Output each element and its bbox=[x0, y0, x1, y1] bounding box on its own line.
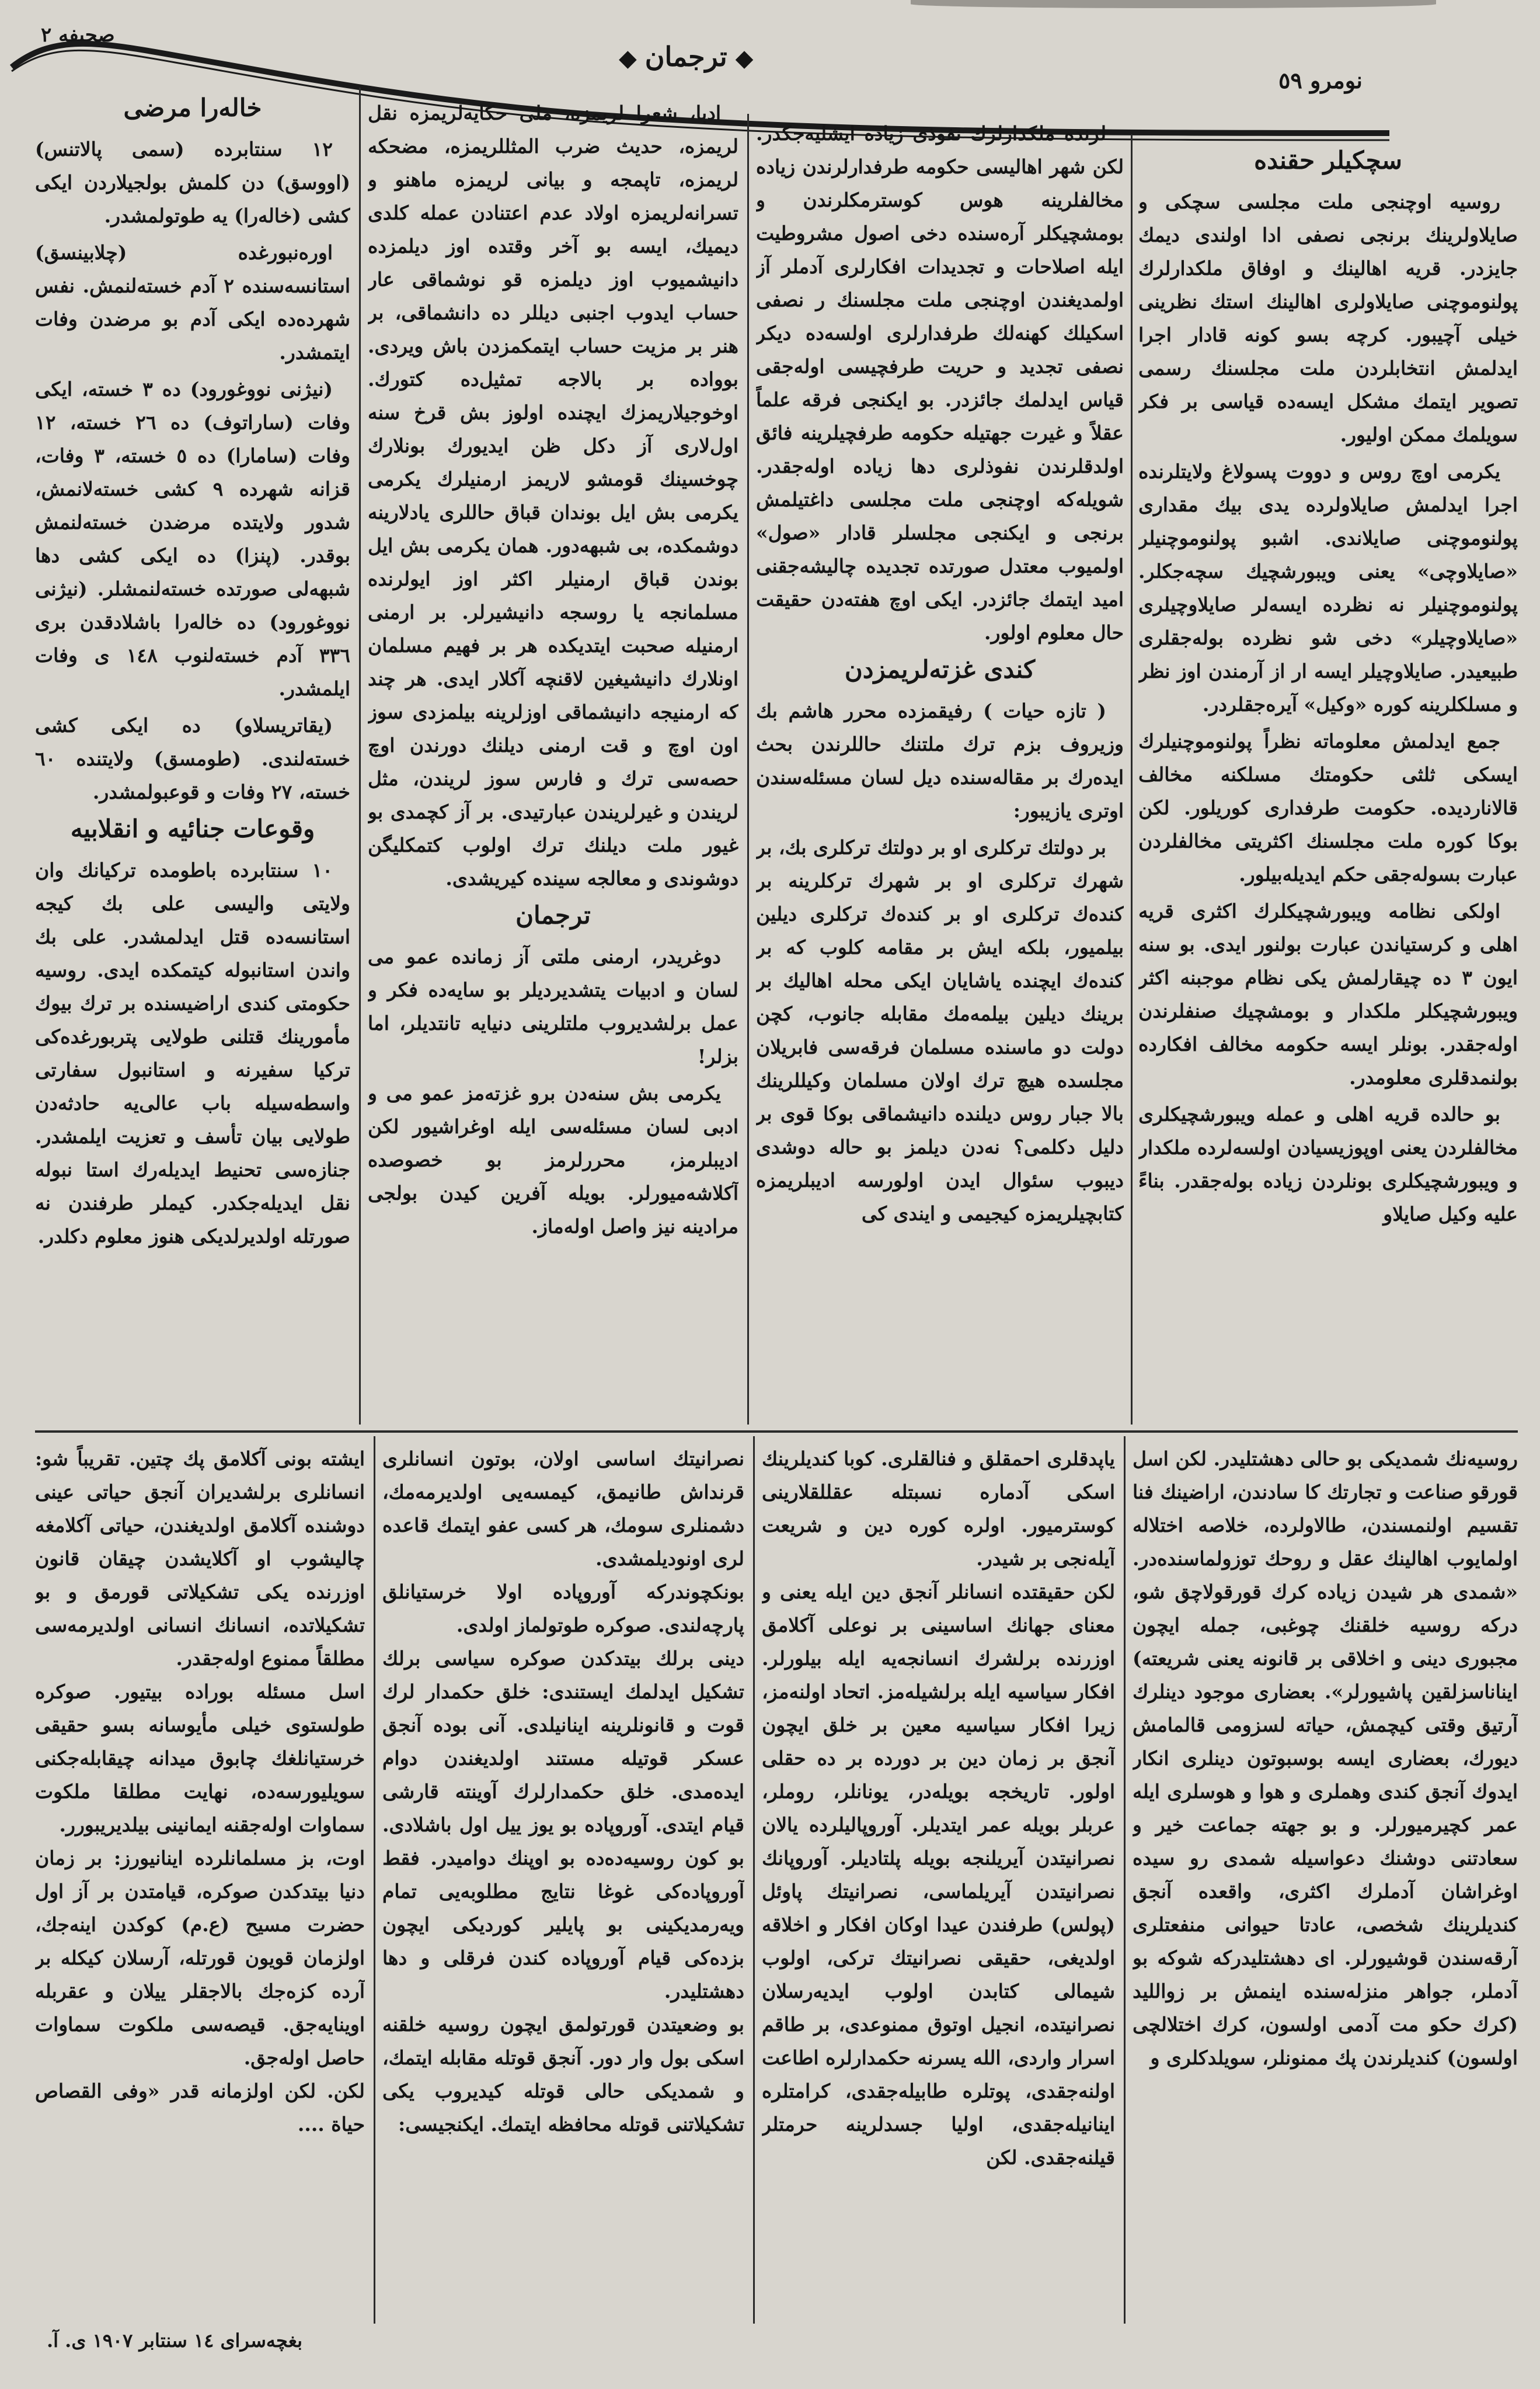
article-title: وقوعات جنائیه و انقلابیه bbox=[70, 814, 315, 843]
column-divider bbox=[1131, 134, 1133, 1425]
bottom-column-3 bbox=[382, 1442, 744, 2324]
article-sechkiler bbox=[1138, 140, 1518, 1425]
column-divider bbox=[359, 88, 361, 1425]
paragraph: روسیه اوچنجی ملت مجلسی سچکی و صایلاولرینك برنجی نصفی ادا اولندی دیمك جایزدر. قریه اهالینك و اوفاق ملكدارلرك پولنوموچنی صایلاولری اهالینك استك نظرینی خیلی آچیبور. کرچه بسو کونه قادار اجرا ایدلمش انتخابلردن ملت مجلسنك رسمی تصویر ایتمك مشکل ایسه‌ده قیاسی بر فکر سویلمك ممکن اولیور. bbox=[1138, 190, 1518, 446]
paragraph: یکرمی اوچ روس و دووت پسولاغ ولایتلرنده اجرا ایدلمش صایلاولرده یدی بیك مقداری پولنوموچنی صایلاندی. اشبو پولنوموچنیلر «صایلاوچی» یعنی ویبورشچیك سچه‌جکلر. پولنوموچنیلر نه نظرده ایسه‌لر صایلاوچیلری «صایلاوچیلر» دخی شو نظرده بوله‌جقلری طبیعیدر. صایلاوچیلر ایسه ار از آرمندن اوز نظر و مسلکلرینه کوره «وکیل» آیره‌جقلردر. bbox=[1138, 460, 1518, 716]
article-title: خاله‌را مرضی bbox=[123, 93, 262, 122]
paragraph: اوره‌نبورغده (چلابینسق) استانسه‌سنده ٢ آدم خسته‌لنمش. نفس شهرده‌ده ایکی آدم بو مرضدن وفات ایتمشدر. bbox=[35, 241, 350, 364]
paragraph: بر دولتك ترکلری او بر دولتك ترکلری بك، بر شهرك ترکلری او بر شهرك ترکلرینه بر کنده‌ك ترکلری او بر کنده‌ك ترکلری دیلین بیلمیور، بلکه ایش بر مقامه کلوب که بر کنده‌ك ایچنده یاشایان ایکی محله اهالیك بر برینك دیلین بیلمه‌مك مقابله جانوب، کچن دولت دو ماسنده مسلمان فرقه‌سی فابریلان مجلسده هیچ ترك اولان مسلمان وکیللرینك بالا جبار روس دیلنده دانیشماقی بوکا قوی بر دلیل دکلمی؟ نه‌دن دیلمز بو حاله دوشدی دیبوب سئوال ایدن اولورسه ادیبلریمزه کتابچیلریمزه کیجیمی و ایندی کی bbox=[756, 836, 1124, 1225]
dateline: بغچه‌سرای ١٤ سنتابر ١٩٠٧ ی. آ. bbox=[47, 2329, 303, 2352]
section-divider bbox=[35, 1430, 1518, 1433]
paragraph: جمع ایدلمش معلوماته نظراً پولنوموچنیلرك ایسکی ثلثی حکومتك مسلکنه مخالف قالاناردیده. حکومت طرفداری کوریلور. لکن بوکا کوره ملت مجلسنك اکثریتی مخالفلردن عبارت بسوله‌جقی حکم ایدیله‌بیلور. bbox=[1138, 730, 1518, 886]
column-divider bbox=[747, 114, 749, 1425]
article-continued bbox=[756, 117, 1124, 1425]
bottom-column-2 bbox=[762, 1442, 1115, 2324]
paragraph: اولکی نظامه ویبورشچیکلرك اکثری قریه اهلی و کرستیاندن عبارت بولنور ایدی. بو سنه ایون ٣ ده چیقارلمش یکی نظام موجبنه اکثر ویبورشچیکلر ملكدار و بومشچیك صنفلرندن اوله‌جقدر. بونلر ایسه حکومه مخالف افکارده بولنمدقلری معلومدر. bbox=[1138, 900, 1518, 1089]
paragraph: (یقاتریسلاو) ده ایکی کشی خسته‌لندی. (طومسق) ولایتنده ٦٠ خسته، ٢٧ وفات و قوعبولمشدر. bbox=[35, 714, 350, 803]
paragraph: نصرانیتك اساسی اولان، بوتون انسانلری قرنداش طانیمق، کیمسەیی اولدیرمه‌مك، دشمنلری سومك، هر کسی عفو ایتمك قاعده لری اونودیلمشدی. بونکچوندرکه آوروپاده اولا خرستیانلق پارچه‌لندی. صوکره طوتولماز اولدی. دینی برلك بیتدکدن صوکره سیاسی برلك تشکیل ایدلمك ایستندی: خلق حکمدار لرك قوت و قانونلرینه اینانیلدی. آنی بوده آنجق عسکر قوتیله مستند اولدیغندن دوام ایدەمدی. خلق حکمدارلرك آوینته قارشی قیام ایتدی. آوروپاده بو یوز ییل اول باشلادی. بو کون روسیەده‌ده بو اوپنك دوامیدر. فقط آوروپاده‌کی غوغا نتایج مطلوبه‌یی تمام ویەرمدیکینی بو پایلیر کوردیکی ایچون بزده‌کی قیام آوروپاده کندن فرقلی و دها دهشتلیدر. بو وضعیتدن قورتولمق ایچون روسیه خلقنه اسکی بول وار دور. آنجق قوتله مقابله ایتمك، و شمدیکی حالی قوتله کیدیروب یکی تشکیلاتنی قوتله محافظه ایتمك. ایکنجیسی: bbox=[382, 1447, 744, 2136]
article-title: سچکیلر حقنده bbox=[1254, 146, 1402, 175]
paragraph: ( تازه حیات ) رفیقمزده محرر هاشم بك وزیروف بزم ترك ملتنك حاللرندن بحث ایده‌رك بر مقاله‌سنده دیل لسان مسئله‌سندن اوتری یازیبور: bbox=[756, 699, 1124, 822]
page-number: صحیفه ٢ bbox=[41, 23, 115, 47]
paragraph: ١٠ سنتابرده باطومده ترکیانك وان ولایتی والیسی علی بك کیجه استانسه‌ده قتل ایدلمشدر. علی بك واندن استانبوله کیتمکده ایدی. روسیه حکومتی کندی اراضیسنده بر ترك بیوك مأمورینك قتلنی طولایی پتربورغده‌کی ترکیا سفیرنه و استانبول سفارتی واسطه‌سیله باب عالی‌یه حادثه‌دن طولایی بیان تأسف و تعزیت ایلمشدر. جنازه‌سی تحنیط ایدیله‌رك استا نبوله نقل ایدیله‌جکدر. کیملر طرفندن نه صورتله اولدیرلدیکی هنوز معلوم دکلدر. bbox=[35, 859, 350, 1248]
paragraph: بو حالده قریه اهلی و عمله ویبورشچیکلری مخالفلردن یعنی اوپوزیسیادن اولسه‌لرده ملكدار و ویبورشچیکلری بونلردن زیاده بوله‌جقدر. بناءً علیه وکیل صایلاو bbox=[1138, 1103, 1518, 1225]
article-cholera bbox=[35, 88, 350, 1425]
paragraph: یاپدقلری احمقلق و فنالقلری. کوبا کندیلرینك اسکی آدمارە نسبتله عقللقلارینی کوسترمیور. اولره کوره دین و شریعت آیله‌نجی بر شیدر. لکن حقیقتده انسانلر آنجق دین ایله یعنی و معنای جهانك اساسینی بر نوعلی آکلامق اوزرنده برلشرك انسانجه‌یه ایله بیلورلر. افکار سیاسیه ایله برلشیله‌مز. اتحاد اولنه‌مز، زیرا افکار سیاسیه معین بر خلق ایچون آنجق بر زمان دین بر دورده بر ده حقلی اولور. تاریخجه بویله‌در، یونانلر، روملر، عربلر بویله عمر ایتدیلر. آوروپالیلرده یالان نصرانیتدن آیریلنجه بویله پلتادیلر. آوروپانك نصرانیتدن آیریلماسی، نصرانیتك پاوئل (پولس) طرفندن عیدا اوکان افکار و اخلاقه اولدیغی، حقیقی نصرانیتك ترکی، اولوب شیمالی کتابدن اولوب ایدیه‌رسلان نصرانیتده، انجیل اوتوق ممنوعدی، بر طاقم اسرار واردی، الله یسرنه حکمدارلره اطاعت اولنه‌جقدی، پوتلره طابیله‌جقدی، کرامتلره اینانیله‌جقدی، اولیا جسدلرینه حرمتلر قیلنه‌جقدی. لکن bbox=[762, 1447, 1115, 2169]
paragraph: ١٢ سنتابرده (سمی پالاتنس) (اووسق) دن کلمش بولجیلاردن ایکی کشی (خاله‌را) یه طوتولمشدر. bbox=[35, 138, 350, 227]
column-divider bbox=[1124, 1436, 1126, 2324]
paragraph: ایشته بونی آکلامق پك چتین. تقریباً شو: انسانلری برلشدیران آنجق حیاتی عینی دوشنده آکلامق اولدیغندن، حیاتی آکلامغه چالیشوب او آکلایشدن چیقان قانون اوزرنده یکی تشکیلاتی قورمق و بو تشکیلاتده، انسانك انسانی اولدیرمه‌سی مطلقاً ممنوع اوله‌جقدر. اسل مسئله بوراده بیتیور. صوکره طولستوی خیلی مأیوسانه بسو حقیقی خرستیانلغك چابوق میدانه چیقابله‌جکنی سویلیورسه‌ده، نهایت مطلقا ملکوت سماوات اوله‌جقنه ایمانینی بیلدیریبورر. اوت، بز مسلمانلرده اینانیورز: بر زمان دنیا بیتدکدن صوکره، قیامتدن بر آز اول حضرت مسیح (ع.م) کوکدن اینه‌جك، اولزمان قویون قورتله، آرسلان کیکله بر آرده کزه‌جك بالاجقلر ییلان و عقربله اوینایه‌جق. قیصه‌سی ملکوت سماوات حاصل اوله‌جق. لکن. لکن اولزمانه قدر «وفی القصاص حیاة .... bbox=[35, 1447, 365, 2136]
article-language bbox=[368, 96, 738, 1425]
paragraph: دوغریدر، ارمنی ملتی آز زمانده عمو می لسان و ادبیات یتشدیردیلر بو سایه‌ده فکر و عمل برلشدیروب ملتلرینی دنیایه تانتدیلر، اما بزلر! bbox=[368, 945, 738, 1068]
paragraph: ادبا، شعرا لریمزه، ملی حکایه‌لریمزه نقل لریمزه، حدیث ضرب المثللریمزه، مضحکه لریمزه، تاپمجه و بیانی لریمزه ماهنو و تسرانه‌لریمزه اولاد عدم اعتنادن عمله کلدی دیمیك، ایسه بو آخر وقتده اوز دیلمزده دانیشمیوب اوز دیلمزه قو نوشماقی عار حساب ایدوب اجنبی دیللر ده دانشماقی، بر هنر بر مزیت حساب ایتمکمزدن باش ویردی. بوواده بر بالاجه تمثیل‌ده کتورك. اوخوجیلاریمزك ایچنده اولوز بش قرخ سنه اول‌لاری آز دکل ظن ایدیورك بونلارك چوخسینك قومشو لاریمز ارمنیلرك یکرمی یکرمی بش ایل بوندان قباق حاللری یادلارینه دوشمکده، بی شبهه‌دور. همان یکرمی بش ایل بوندن قباق ارمنیلر اکثر اوز ایولرنده مسلمانجه یا روسجه دانیشیرلر. بر ارمنی ارمنیله صحبت ایتدیکده هر بر فهیم مسلمان اونلارك دانیشیغین لاقنچه آکلار ایدی. هر چند که ارمنیجه دانیشماقی اوزلرینه بیلمزدی سوز اون اوچ و قت ارمنی دیلنك دورندن اوچ حصه‌سی ترك و فارس سوز لریندن، مثل لریندن و غیرلریندن عبارتیدی. بر آز کچمدی بو غیور ملت دیلنك ترك اولوب کتمکلیگن دوشوندی و معالجه سینده کیریشدی. bbox=[368, 102, 738, 890]
column-divider bbox=[753, 1436, 755, 2324]
issue-number: نومرو ٥٩ bbox=[1278, 67, 1363, 93]
ornament-icon: ◆ bbox=[619, 44, 645, 72]
bottom-column-4 bbox=[35, 1442, 365, 2324]
masthead-title: ترجمان bbox=[644, 41, 727, 72]
article-title: کندی غزته‌لریمزدن bbox=[844, 655, 1036, 684]
column-divider bbox=[374, 1436, 375, 2324]
paragraph: (نیژنی نووغورود) ده ٣ خسته، ایکی وفات (ساراتوف) ده ٢٦ خسته، ١٢ وفات (سامارا) ده ٥ خسته، ٣ وفات، قزانه شهرده ٩ کشی خسته‌لانمش، شدور ولایتده مرضدن خسته‌لنمش بوقدر. (پنزا) ده ایکی کشی دها شبهه‌لی صورتده خسته‌لنمشلر. (نیژنی نووغورود) ده خاله‌را باشلادقدن بری ٣٣٦ آدم خسته‌لنوب ١٤٨ ی وفات ایلمشدر. bbox=[35, 378, 350, 700]
paragraph: روسیه‌نك شمدیکی بو حالی دهشتلیدر. لکن اسل قورقو صناعت و تجارتك کا سادندن، اراضینك فنا تقسیم اولنمسندن، طالاولرده، خلاصه اختلاله اولمایوب اهالینك عقل و روحك توزولماسندەدر. «شمدی هر شیدن زیاده کرك قورقولاچق شو، درکه روسیه خلقنك چوغبی، جمله ایچون مجبوری دینی و اخلاقی بر قانونه یعنی شریعته) ایناناسزلقین پاشیورلر». بعضاری موجود دینلرك آرتیق وقتی کیچمش، حیاته لسزومی قالمامش دیورك، بعضاری ایسه بوسبوتون دینلری انکار ایدوك آنجق کندی وهملری و هوا و هوسلری ایله عمر کچیرمیورلر. و بو جهته جماعت خیر و سعادتنی دوشنك دعواسیله شمدی رو سیده اوغراشان آدملرك اکثری، واقعده آنجق کندیلرینك شخصی، عادتا حیوانی منفعتلری آرقه‌سندن قوشیورلر. ای دهشتلیدرکه شوکه بو آدملر، جواهر منزله‌سنده اینمش بر زواللید (کرك حکو مت آدمی اولسون، کرك اختلالچی اولسون) کندیلرندن پك ممنونلر، سویلدکلری و bbox=[1133, 1447, 1518, 2069]
paragraph: لرنده ملكدارلرك نفوذی زیاده ایشلیه‌جکدر. لکن شهر اهالیسی حکومه طرفدارلرندن زیاده مخالفلرینه هوس کوسترمکلرندن و بومشچیکلر آرەسنده دخی اصول مشروطیت ایله اصلاحات و تجدیدات افکارلری آدملر آز اولمدیغندن اوچنجی ملت مجلسنك ر نصفی اسکیلك کهنه‌لك طرفدارلری اولسه‌ده دیکر نصفی تجدید و حریت طرفچیسی اوله‌جقی قیاس ایدلمك جائزدر. بو ایکنجی فرقه علماً عقلاً و غیرت جهتیله حکومه طرفچیلرینه فائق اولدقلرندن نفوذلری دها زیاده اوله‌جقدر. شویله‌که اوچنجی ملت مجلسی داغتیلمش برنجی و ایکنجی مجلسلر قادار «صول» اولمیوب معتدل صورتده تجدیده چالیشه‌جقنی امید ایتمك جائزدر. ایکی اوچ هفته‌دن حقیقت حال معلوم اولور. bbox=[756, 122, 1124, 644]
bottom-column-1 bbox=[1133, 1442, 1518, 2324]
paragraph: یکرمی بش سنه‌دن برو غزته‌مز عمو می و ادبی لسان مسئله‌سی ایله اوغراشیور لکن ادیبلرمز، محررلرمز بو خصوصده آکلاشه‌میورلر. بویله آفرین کیدن بولجی مرادینه نیز واصل اوله‌ماز. bbox=[368, 1082, 738, 1238]
ornament-icon: ◆ bbox=[727, 44, 754, 72]
article-title: ترجمان bbox=[515, 901, 591, 929]
